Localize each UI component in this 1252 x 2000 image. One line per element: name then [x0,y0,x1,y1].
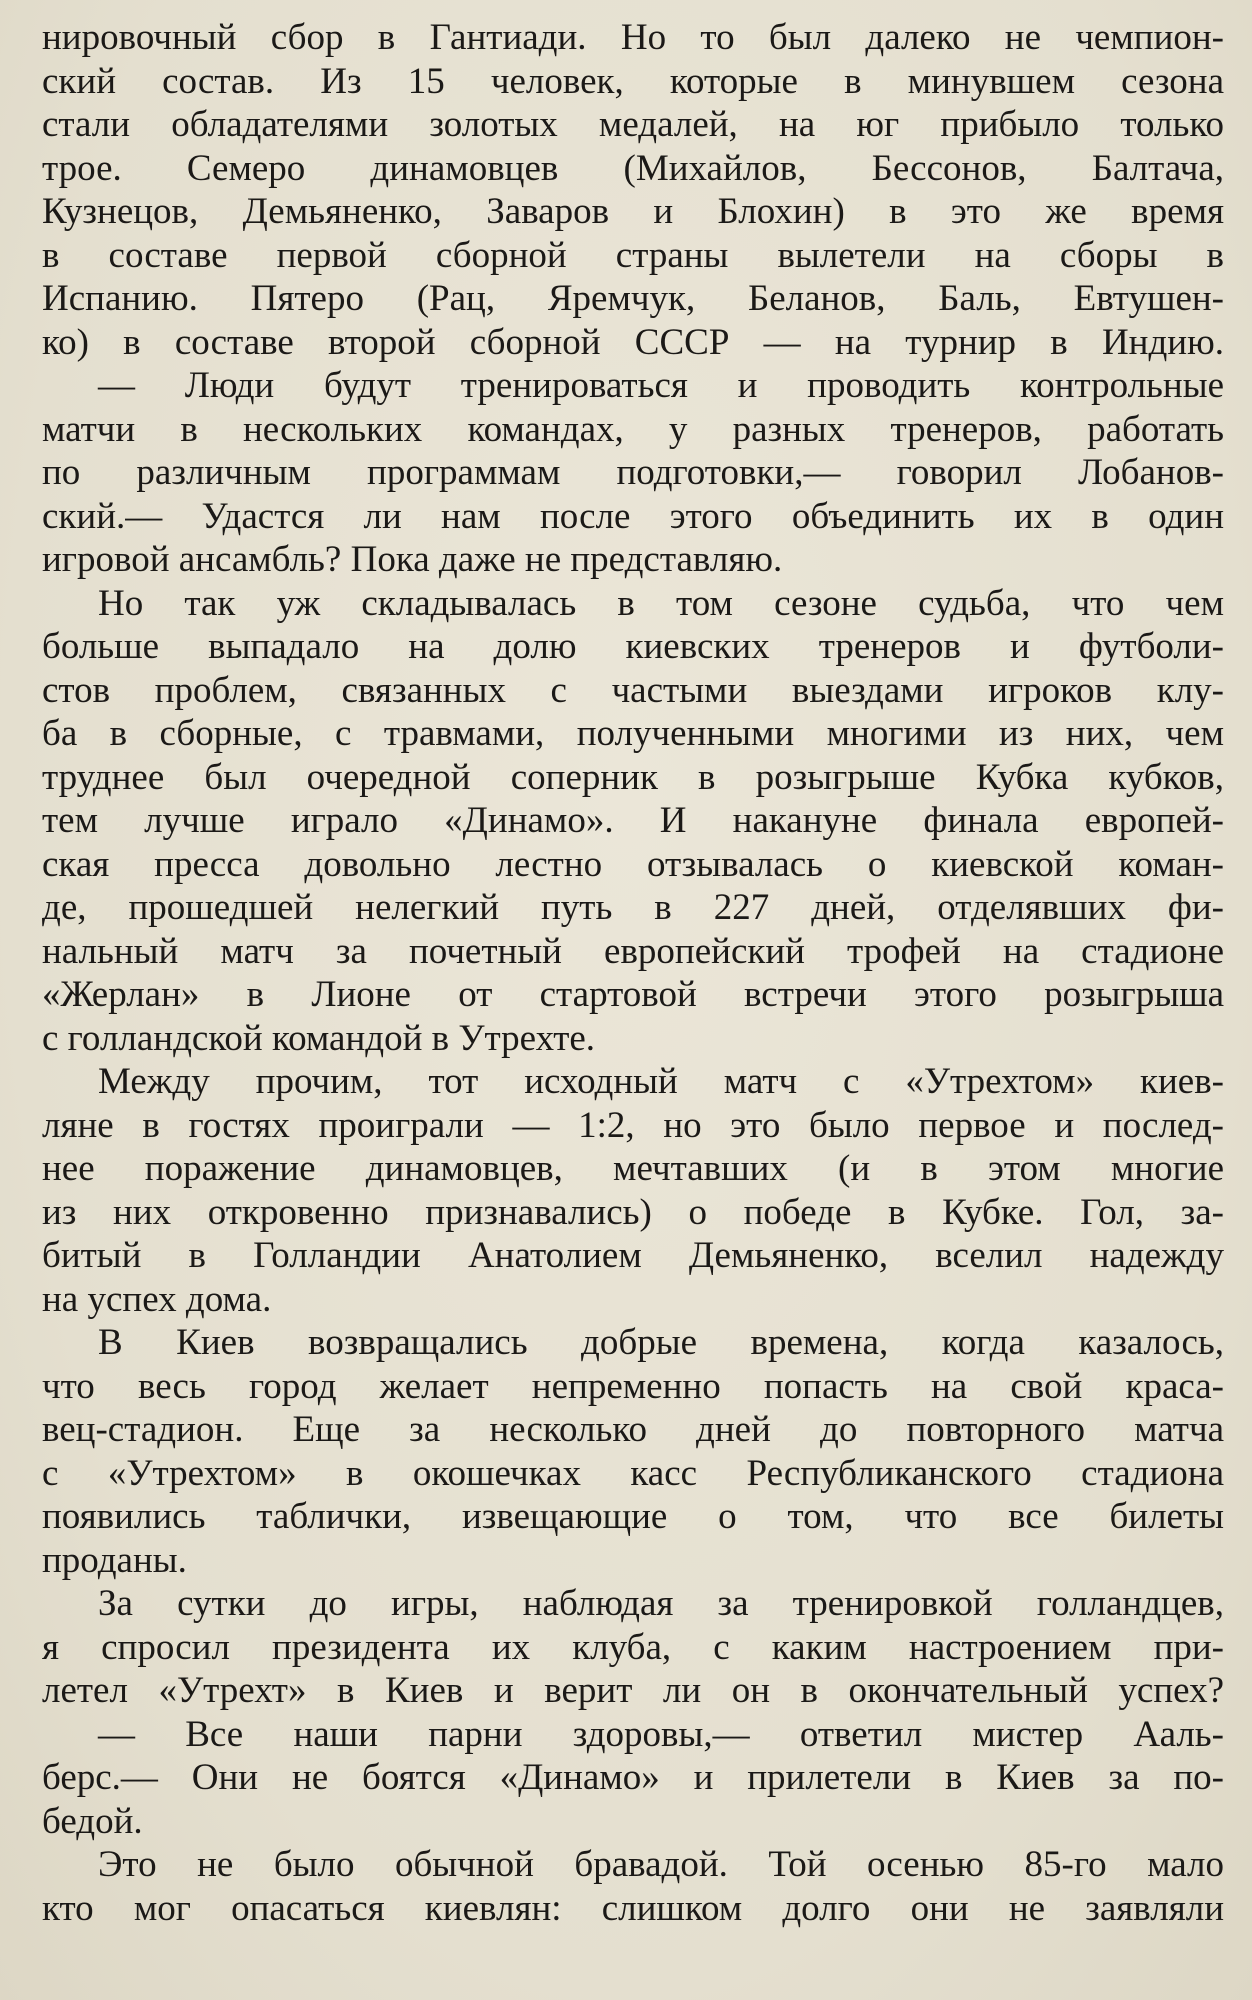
text-line: Это не было обычной бравадой. Той осенью 85-го мало [98,1844,1224,1885]
text-line: ская пресса довольно лестно отзывалась о киевской коман- [42,843,1224,885]
text-line: кто мог опасаться киевлян: слишком долго они не заявляли [42,1887,1224,1929]
text-line: трое. Семеро динамовцев (Михайлов, Бессонов, Балтача, [42,147,1224,189]
text-line: Испанию. Пятеро (Рац, Яремчук, Беланов, Баль, Евтушен- [42,278,1224,319]
text-line: я спросил президента их клуба, с каким настроением при- [42,1626,1224,1668]
text-line: проданы. [42,1539,187,1581]
text-line: бедой. [42,1800,143,1842]
text-line: нальный матч за почетный европейский трофей на стадионе [42,930,1224,972]
text-line: из них откровенно признавались) о победе в Кубке. Гол, за- [42,1191,1224,1233]
text-line: — Все наши парни здоровы,— ответил мистер Ааль- [98,1713,1224,1755]
text-line: труднее был очередной соперник в розыгрыше Кубка кубков, [42,756,1224,798]
text-line: тем лучше играло «Динамо». И накануне финала европей- [42,800,1224,841]
text-line: игровой ансамбль? Пока даже не представляю. [42,539,783,580]
text-line: матчи в нескольких командах, у разных тренеров, работать [42,408,1224,450]
text-line: стов проблем, связанных с частыми выездами игроков клу- [42,669,1224,711]
text-line: с голландской командой в Утрехте. [42,1017,596,1059]
text-line: что весь город желает непременно попасть на свой краса- [42,1365,1224,1407]
text-line: ляне в гостях проиграли — 1:2, но это было первое и послед- [42,1104,1224,1146]
text-line: — Люди будут тренироваться и проводить контрольные [98,365,1224,406]
text-line: нее поражение динамовцев, мечтавших (и в этом многие [42,1148,1224,1189]
text-line: ба в сборные, с травмами, полученными многими из них, чем [42,713,1224,754]
text-line: в составе первой сборной страны вылетели на сборы в [42,234,1224,276]
text-line: В Киев возвращались добрые времена, когда казалось, [98,1322,1224,1363]
text-line: де, прошедшей нелегкий путь в 227 дней, отделявших фи- [42,887,1224,928]
text-line: больше выпадало на долю киевских тренеров и футболи- [42,626,1224,667]
text-line: ский.— Удастся ли нам после этого объединить их в один [42,495,1224,537]
page-text [42,16,1224,1930]
text-line: появились таблички, извещающие о том, что все билеты [42,1496,1224,1537]
text-line: ский состав. Из 15 человек, которые в минувшем сезона [42,60,1224,102]
text-line: на успех дома. [42,1278,272,1320]
text-line: стали обладателями золотых медалей, на юг прибыло только [42,104,1224,145]
text-line: Но так уж складывалась в том сезоне судьба, что чем [98,582,1224,624]
text-line: нировочный сбор в Гантиади. Но то был далеко не чемпион- [42,17,1224,58]
text-line: по различным программам подготовки,— говорил Лобанов- [42,452,1224,493]
text-line: За сутки до игры, наблюдая за тренировкой голландцев, [98,1583,1224,1624]
text-line: вец-стадион. Еще за несколько дней до повторного матча [42,1409,1224,1450]
text-line: летел «Утрехт» в Киев и верит ли он в окончательный успех? [42,1670,1224,1711]
text-line: с «Утрехтом» в окошечках касс Республиканского стадиона [42,1452,1224,1494]
text-line: Между прочим, тот исходный матч с «Утрехтом» киев- [98,1061,1224,1102]
text-line: битый в Голландии Анатолием Демьяненко, вселил надежду [42,1235,1224,1276]
text-line: берс.— Они не боятся «Динамо» и прилетели в Киев за по- [42,1757,1224,1798]
text-line: ко) в составе второй сборной СССР — на турнир в Индию. [42,321,1224,363]
text-line: «Жерлан» в Лионе от стартовой встречи этого розыгрыша [42,974,1224,1015]
text-line: Кузнецов, Демьяненко, Заваров и Блохин) в это же время [42,191,1224,232]
